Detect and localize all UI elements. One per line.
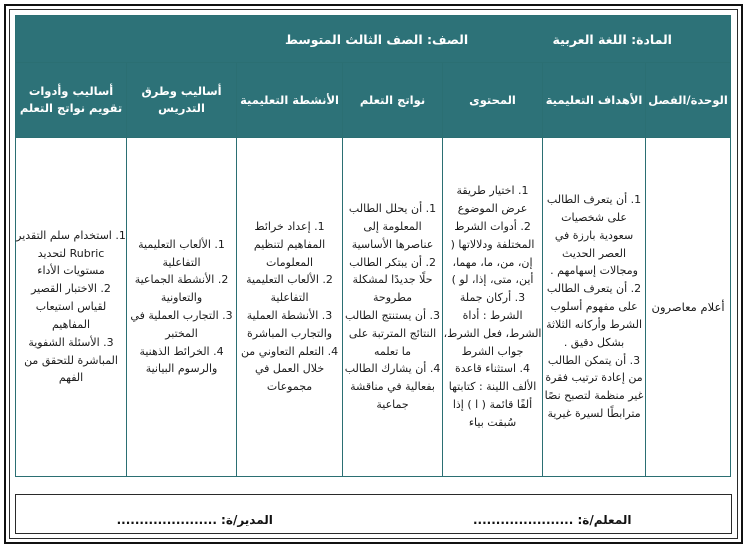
subject-label: المادة: اللغة العربية (552, 31, 672, 47)
meta-row (16, 16, 731, 63)
list-item: 1. أن يحلل الطالب المعلومة إلى عناصرها الأساسية (348, 202, 437, 251)
list-item: 4. التعلم التعاوني من خلال العمل في مجموعات (240, 344, 339, 394)
page-frame (4, 4, 743, 544)
cell-assessment (16, 138, 127, 477)
cell-unit: أعلام معاصرون (646, 138, 731, 477)
column-header-outcomes: نواتج التعلم (343, 63, 443, 138)
cell-activities (237, 138, 343, 477)
column-header-objectives: الأهداف التعليمية (543, 63, 646, 138)
list-item: 4. استثناء قاعدة الألف اللينة : كتابتها ألفًا قائمة ( ا ) إذا سُبقت بياء (448, 362, 537, 429)
column-header-content: المحتوى (443, 63, 543, 138)
list-item: 1. الألعاب التعليمية التفاعلية (138, 237, 225, 269)
table-row (16, 138, 731, 477)
column-header-assessment: أساليب وأدوات تقويم نواتج التعلم (16, 63, 127, 138)
list-item: 3. الأنشطة العملية والتجارب المباشرة (246, 309, 333, 340)
list-item: 4. أن يشارك الطالب بفعالية في مناقشة جماعية (344, 362, 441, 412)
signature-footer (15, 494, 732, 534)
list-item: 2. الاختبار القصير لقياس استيعاب المفاهيم (31, 282, 111, 331)
list-item: 1. استخدام سلم التقدير Rubric لتحديد مستويات الأداء (16, 228, 126, 278)
table-header-row (16, 63, 731, 138)
list-item: 3. الأسئلة الشفوية المباشرة للتحقق من الفهم (24, 335, 118, 385)
list-item: 3. أركان جملة الشرط : أداة الشرط، فعل الشرط، جواب الشرط (443, 291, 542, 358)
teacher-signature-label: المعلم/ة: ...................... (473, 513, 632, 527)
list-item: 2. أن يتعرف الطالب على مفهوم أسلوب الشرط وأركانه الثلاثة بشكل دقيق . (546, 282, 642, 349)
list-item: 2. أدوات الشرط المختلفة ودلالاتها ( إن، من، ما، مهما، أين، متى، إذا، لو ) (450, 219, 535, 287)
cell-objectives (543, 138, 646, 477)
list-item: 3. التجارب العملية في المختبر (130, 309, 233, 340)
list-item: 2. الألعاب التعليمية التفاعلية (246, 273, 333, 305)
grade-label: الصف: الصف الثالث المتوسط (285, 31, 469, 47)
list-item: 1. اختيار طريقة عرض الموضوع (456, 184, 529, 216)
list-item: 1. أن يتعرف الطالب على شخصيات سعودية بارزة في العصر الحديث ومجالات إسهامهم . (546, 193, 642, 278)
list-item: 1. إعداد خرائط المفاهيم لتنظيم المعلومات (253, 219, 326, 269)
cell-content (443, 138, 543, 477)
list-item: 2. أن يبتكر الطالب حلًا جديدًا لمشكلة مطروحة (349, 255, 436, 305)
page-frame-inner (9, 9, 738, 539)
list-item: 2. الأنشطة الجماعية والتعاونية (134, 273, 229, 305)
cell-methods (127, 138, 237, 477)
list-item: 3. أن يتمكن الطالب من إعادة ترتيب فقرة غير منظمة لتصبح نصًا مترابطًا لسيرة غيرية (544, 353, 644, 420)
column-header-methods: أساليب وطرق التدريس (127, 63, 237, 138)
column-header-unit: الوحدة/الفصل (646, 63, 731, 138)
lesson-plan-table (15, 15, 731, 477)
cell-outcomes (343, 138, 443, 477)
list-item: 4. الخرائط الذهنية والرسوم البيانية (139, 344, 224, 376)
principal-signature-label: المدير/ة: ...................... (116, 513, 273, 527)
list-item: 3. أن يستنتج الطالب النتائج المترتبة على ما تعلمه (345, 309, 441, 358)
column-header-activities: الأنشطة التعليمية (237, 63, 343, 138)
meta-banner (16, 16, 731, 63)
